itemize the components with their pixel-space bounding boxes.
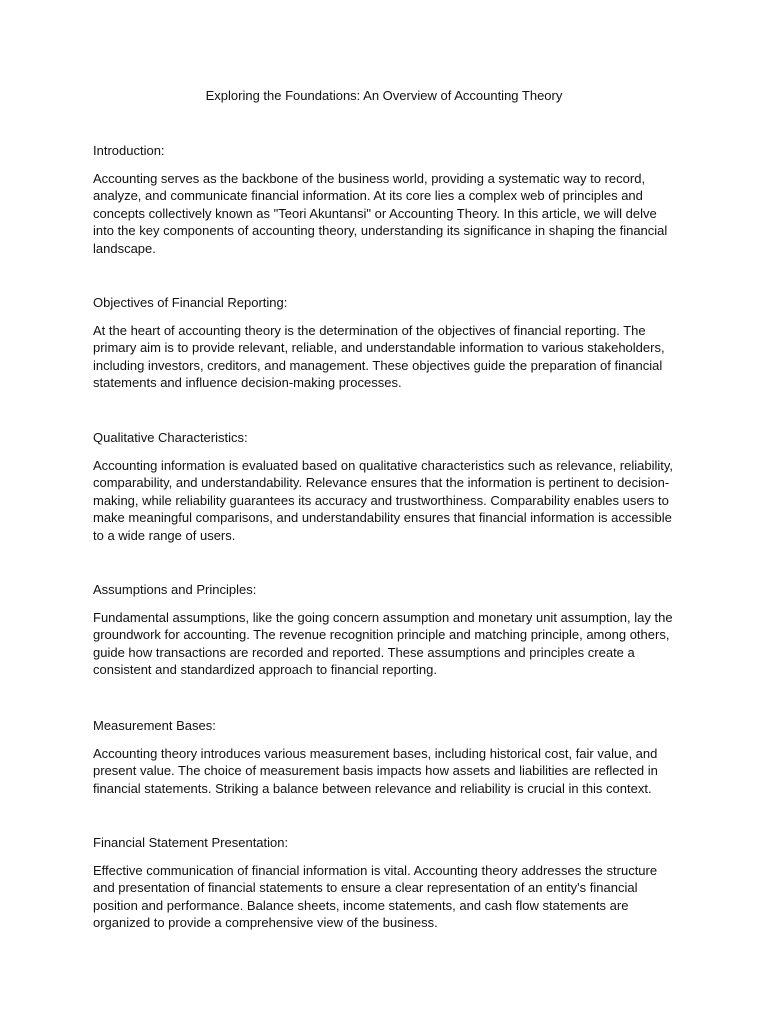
section-objectives	[93, 294, 678, 392]
section-assumptions-principles	[93, 581, 678, 679]
section-body: Accounting serves as the backbone of the business world, providing a systematic way to record, analyze, and communicate financial information. At its core lies a complex web of principles and concepts collectively known as "Teori Akuntansi" or Accounting Theory. In this article, we will delve into the key components of accounting theory, understanding its significance in shaping the financial landscape.	[93, 170, 668, 256]
section-heading: Objectives of Financial Reporting:	[93, 295, 288, 310]
section-heading: Introduction:	[93, 143, 165, 158]
section-body: At the heart of accounting theory is the determination of the objectives of financial reporting. The primary aim is to provide relevant, reliable, and understandable information to various stakeholders, including investors, creditors, and management. These objectives guide the preparation of financial statements and influence decision-making processes.	[93, 322, 665, 390]
section-body: Effective communication of financial information is vital. Accounting theory addresses the structure and presentation of financial statements to ensure a clear representation of an entity's financial position and performance. Balance sheets, income statements, and cash flow statements are organized to provide a comprehensive view of the business.	[93, 862, 658, 930]
section-heading: Assumptions and Principles:	[93, 582, 257, 597]
section-heading: Measurement Bases:	[93, 718, 216, 733]
section-heading: Qualitative Characteristics:	[93, 430, 248, 445]
section-introduction	[93, 142, 678, 257]
section-measurement-bases	[93, 717, 678, 797]
section-heading: Financial Statement Presentation:	[93, 835, 289, 850]
section-body: Fundamental assumptions, like the going concern assumption and monetary unit assumption, lay the groundwork for accounting. The revenue recognition principle and matching principle, among others, guide how transactions are recorded and reported. These assumptions and principles create a consistent and standardized approach to financial reporting.	[93, 609, 673, 677]
section-body: Accounting information is evaluated based on qualitative characteristics such as relevance, reliability, comparability, and understandability. Relevance ensures that the information is pertinent to decision-making, while reliability guarantees its accuracy and trustworthiness. Comparability enables users to make meaningful comparisons, and understandability ensures that financial information is accessible to a wide range of users.	[93, 457, 674, 543]
section-financial-statement-presentation	[93, 834, 678, 932]
section-qualitative-characteristics	[93, 429, 678, 544]
page-title: Exploring the Foundations: An Overview of Accounting Theory	[205, 88, 563, 103]
section-body: Accounting theory introduces various measurement bases, including historical cost, fair value, and present value. The choice of measurement basis impacts how assets and liabilities are reflected in financial statements. Striking a balance between relevance and reliability is crucial in this context.	[93, 745, 658, 796]
